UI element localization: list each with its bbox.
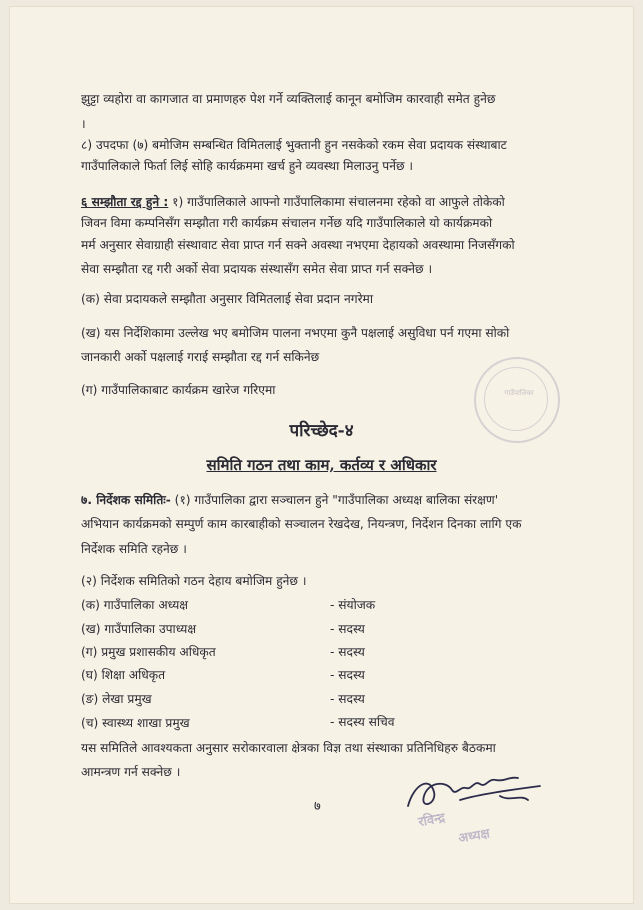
paragraph-line: जानकारी अर्को पक्षलाई गराई सम्झौता रद्द गर्न सकिनेछ bbox=[81, 350, 320, 364]
section6-text: १) गाउँपालिकाले आफ्नो गाउँपालिकामा संचालनमा रहेको वा आफुले तोकेको bbox=[168, 195, 505, 209]
member-role: - सदस्य bbox=[330, 692, 365, 706]
member-label: (ख) गाउँपालिका उपाध्यक्ष bbox=[81, 622, 197, 636]
member-role: - सदस्य bbox=[330, 668, 365, 682]
section7-line bbox=[81, 493, 601, 507]
member-label: (ग) प्रमुख प्रशासकीय अधिकृत bbox=[81, 645, 216, 659]
member-role: - सदस्य सचिव bbox=[330, 715, 395, 729]
list-item: (क) सेवा प्रदायकले सम्झौता अनुसार विमितलाई सेवा प्रदान नगरेमा bbox=[81, 292, 374, 306]
paragraph-line: ८) उपदफा (७) बमोजिम सम्बन्धित विमितलाई भुक्तानी हुन नसकेको रकम सेवा प्रदायक संस्थाबाट bbox=[81, 138, 507, 152]
section6-heading: ६ सम्झौता रद्द हुने : bbox=[81, 195, 169, 209]
member-label: (घ) शिक्षा अधिकृत bbox=[81, 668, 166, 682]
member-label: (क) गाउँपालिका अध्यक्ष bbox=[81, 598, 189, 612]
paragraph-line: झुट्टा व्यहोरा वा कागजात वा प्रमाणहरु पेश गर्ने व्यक्तिलाई कानून बमोजिम कारवाही समेत हुनेछ bbox=[81, 92, 496, 106]
stamp-title: अध्यक्ष bbox=[457, 826, 492, 847]
member-role: - सदस्य bbox=[330, 645, 365, 659]
member-label: (च) स्वास्थ्य शाखा प्रमुख bbox=[81, 716, 190, 730]
paragraph-line: आमन्त्रण गर्न सक्नेछ । bbox=[81, 765, 181, 779]
paragraph-line: सेवा सम्झौता रद्द गरी अर्को सेवा प्रदायक संस्थासँग समेत सेवा प्राप्त गर्न सक्नेछ । bbox=[81, 262, 433, 276]
seal-text: गाउँपालिका bbox=[504, 389, 534, 397]
paragraph-line: । bbox=[81, 117, 86, 131]
paragraph-line: निर्देशक समिति रहनेछ । bbox=[81, 542, 187, 556]
paragraph-line: गाउँपालिकाले फिर्ता लिई सोहि कार्यक्रममा खर्च हुने व्यवस्था मिलाउनु पर्नेछ । bbox=[81, 159, 414, 173]
section7-text: (१) गाउँपालिका द्वारा सञ्चालन हुने "गाउँपालिका अध्यक्ष बालिका संरक्षण' bbox=[170, 493, 499, 507]
paragraph-line: मर्म अनुसार सेवाग्राही संस्थावाट सेवा प्राप्त गर्न सक्ने अवस्था नभएमा देहायको अवस्थामा निजसँगको bbox=[81, 238, 515, 252]
paragraph-line: (२) निर्देशक समितिको गठन देहाय बमोजिम हुनेछ । bbox=[81, 574, 307, 588]
stamp-name: रविन्द्र bbox=[417, 810, 447, 831]
section7-heading: ७. निर्देशक समितिः- bbox=[81, 493, 171, 507]
list-item: (ख) यस निर्देशिकामा उल्लेख भए बमोजिम पालना नभएमा कुनै पक्षलाई असुविधा पर्न गएमा सोको bbox=[81, 326, 510, 340]
signature-icon bbox=[400, 766, 550, 826]
chapter-heading: परिच्छेद-४ bbox=[289, 421, 354, 441]
paragraph-line: यस समितिले आवश्यकता अनुसार सरोकारवाला क्षेत्रका विज्ञ तथा संस्थाका प्रतिनिधिहरु बैठकमा bbox=[81, 741, 496, 755]
chapter-title: समिति गठन तथा काम, कर्तव्य र अधिकार bbox=[206, 456, 437, 474]
paragraph-line: अभियान कार्यक्रमको सम्पुर्ण काम कारबाहीको सञ्चालन रेखदेख, नियन्त्रण, निर्देशन दिनका लागि एक bbox=[81, 517, 522, 531]
member-role: - संयोजक bbox=[330, 598, 376, 612]
paragraph-line: जिवन विमा कम्पनिसँग सम्झौता गरी कार्यक्रम संचालन गर्नेछ यदि गाउँपालिकाले यो कार्यक्रमको bbox=[81, 216, 493, 230]
section6-line bbox=[81, 195, 601, 209]
member-role: - सदस्य bbox=[330, 622, 365, 636]
member-label: (ङ) लेखा प्रमुख bbox=[81, 692, 152, 706]
list-item: (ग) गाउँपालिकाबाट कार्यक्रम खारेज गरिएमा bbox=[81, 383, 276, 397]
page-number: ७ bbox=[314, 799, 321, 814]
